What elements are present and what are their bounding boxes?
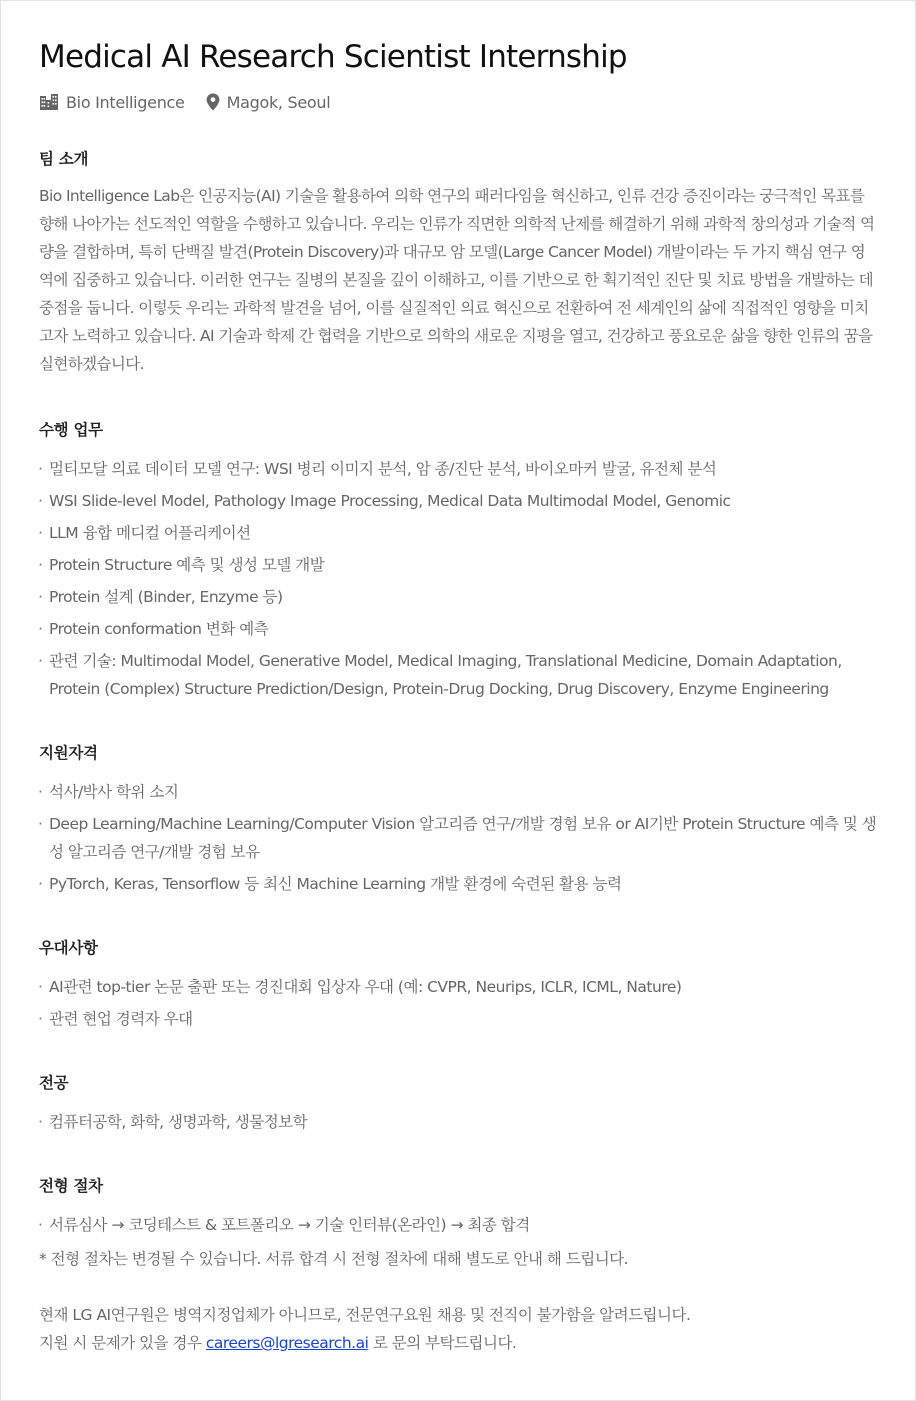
list-item: · AI관련 top-tier 논문 출판 또는 경진대회 입상자 우대 (예: CVPR, Neurips, ICLR, ICML, Nature) xyxy=(39,973,877,1001)
location-label: Magok, Seoul xyxy=(226,92,331,112)
job-meta xyxy=(39,90,877,114)
contact-suffix: 로 문의 부탁드립니다. xyxy=(368,1334,517,1352)
list-item: · 석사/박사 학위 소지 xyxy=(39,778,877,806)
process-list xyxy=(39,1211,877,1239)
process-note: * 전형 절차는 변경될 수 있습니다. 서류 합격 시 전형 절차에 대해 별도로 안내 해 드립니다. xyxy=(39,1250,629,1268)
building-icon xyxy=(39,93,59,111)
team-intro-section xyxy=(39,148,877,378)
list-item: · Deep Learning/Machine Learning/Computer Vision 알고리즘 연구/개발 경험 보유 or AI기반 Protein Structure 예측 및 생성 알고리즘 연구/개발 경험 보유 xyxy=(39,810,877,866)
major-section xyxy=(39,1072,877,1136)
section-heading: 전공 xyxy=(39,1074,69,1092)
preferred-section xyxy=(39,937,877,1033)
list-item: · PyTorch, Keras, Tensorflow 등 최신 Machine Learning 개발 환경에 숙련된 활용 능력 xyxy=(39,870,877,898)
list-item: · 컴퓨터공학, 화학, 생명과학, 생물정보학 xyxy=(39,1108,877,1136)
duties-list xyxy=(39,455,877,703)
section-heading: 수행 업무 xyxy=(39,421,103,439)
list-item: · Protein 설계 (Binder, Enzyme 등) xyxy=(39,583,877,611)
team-intro-text: Bio Intelligence Lab은 인공지능(AI) 기술을 활용하여 의학 연구의 패러다임을 혁신하고, 인류 건강 증진이라는 궁극적인 목표를 향해 나아가는 선도적인 역할을 수행하고 있습니다. 우리는 인류가 직면한 의학적 난제를 해결하기 위해 과학적 창의성과 기술적 역량을 결합하며, 특히 단백질 발견(Protein Discovery)과 대규모 암 모델(Large Cancer Model) 개발이라는 두 가지 핵심 연구 영역에 집중하고 있습니다. 이러한 연구는 질병의 본질을 깊이 이해하고, 이를 기반으로 한 획기적인 진단 및 치료 방법을 개발하는 데 중점을 둡니다. 이렇듯 우리는 과학적 발견을 넘어, 이를 실질적인 의료 혁신으로 전환하여 전 세계인의 삶에 직접적인 영향을 미치고자 노력하고 있습니다. AI 기술과 학제 간 협력을 기반으로 의학의 새로운 지평을 열고, 건강하고 풍요로운 삶을 향한 인류의 꿈을 실현하겠습니다. xyxy=(39,187,875,373)
page-title: Medical AI Research Scientist Internship xyxy=(39,39,627,75)
list-item: · 관련 기술: Multimodal Model, Generative Model, Medical Imaging, Translational Medicine, Domain Adaptation, Protein (Complex) Structure Prediction/Design, Protein-Drug Docking, Drug Discovery, Enzyme Engineering xyxy=(39,647,877,703)
list-item: · Protein Structure 예측 및 생성 모델 개발 xyxy=(39,551,877,579)
major-list xyxy=(39,1108,877,1136)
location-meta xyxy=(206,93,331,112)
section-heading: 팀 소개 xyxy=(39,150,89,168)
qualifications-section xyxy=(39,742,877,898)
list-item: · Protein conformation 변화 예측 xyxy=(39,615,877,643)
list-item: · WSI Slide-level Model, Pathology Image Processing, Medical Data Multimodal Model, Genomic xyxy=(39,487,877,515)
military-notice: 현재 LG AI연구원은 병역지정업체가 아니므로, 전문연구요원 채용 및 전직이 불가함을 알려드립니다. xyxy=(39,1306,691,1324)
department-meta xyxy=(39,93,185,112)
list-item: · 서류심사 → 코딩테스트 & 포트폴리오 → 기술 인터뷰(온라인) → 최종 합격 xyxy=(39,1211,877,1239)
section-heading: 지원자격 xyxy=(39,744,98,762)
list-item: · 멀티모달 의료 데이터 모델 연구: WSI 병리 이미지 분석, 암 종/진단 분석, 바이오마커 발굴, 유전체 분석 xyxy=(39,455,877,483)
qualifications-list xyxy=(39,778,877,898)
department-label: Bio Intelligence xyxy=(66,92,185,112)
process-section xyxy=(39,1175,877,1273)
section-heading: 우대사항 xyxy=(39,939,98,957)
footer-notice xyxy=(39,1301,877,1357)
list-item: · LLM 융합 메디컬 어플리케이션 xyxy=(39,519,877,547)
duties-section xyxy=(39,419,877,703)
list-item: · 관련 현업 경력자 우대 xyxy=(39,1005,877,1033)
section-heading: 전형 절차 xyxy=(39,1177,103,1195)
preferred-list xyxy=(39,973,877,1033)
map-pin-icon xyxy=(206,93,220,111)
email-link[interactable]: careers@lgresearch.ai xyxy=(205,1334,369,1352)
contact-prefix: 지원 시 문제가 있을 경우 xyxy=(39,1334,206,1352)
contact-line xyxy=(39,1329,877,1357)
